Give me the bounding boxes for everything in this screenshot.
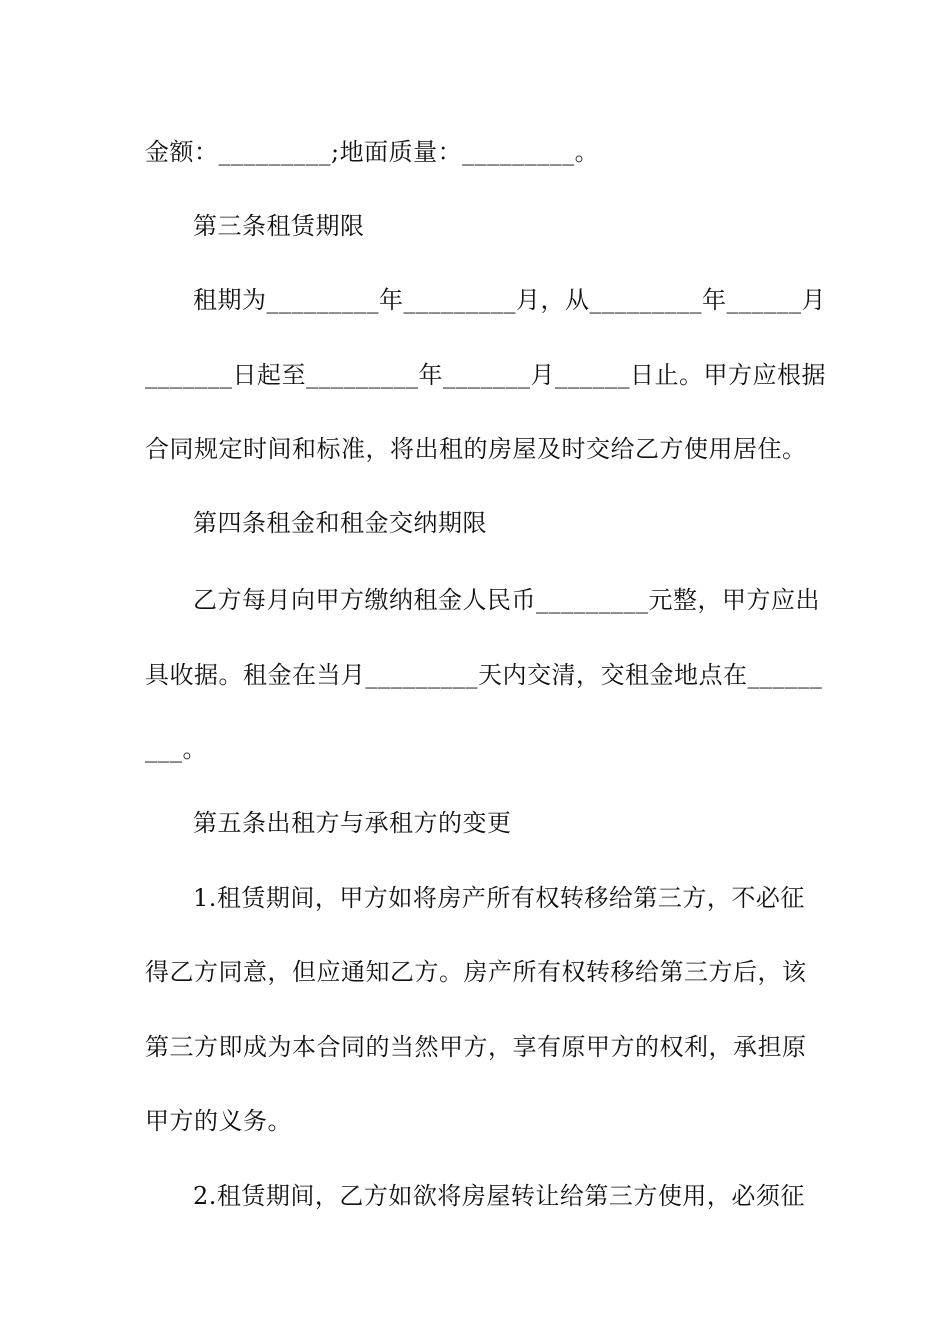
text-line: ___。: [145, 735, 207, 763]
text-line: 第三方即成为本合同的当然甲方，享有原甲方的权利，承担原: [145, 1033, 807, 1061]
text-line: 金额：_________;地面质量：_________。: [145, 138, 600, 166]
section-heading-4: 第四条租金和租金交纳期限: [193, 509, 487, 537]
text-line: 乙方每月向甲方缴纳租金人民币_________元整，甲方应出: [193, 586, 820, 614]
text-line: 具收据。租金在当月_________天内交清，交租金地点在______: [145, 661, 823, 689]
text-line: 租期为_________年_________月，从_________年______月: [193, 286, 826, 314]
text-line: 2.租赁期间，乙方如欲将房屋转让给第三方使用，必须征: [193, 1182, 805, 1210]
text-line: 合同规定时间和标准，将出租的房屋及时交给乙方使用居住。: [145, 435, 807, 463]
text-line: _______日起至_________年_______月______日止。甲方应根据: [145, 361, 826, 389]
text-line: 得乙方同意，但应通知乙方。房产所有权转移给第三方后，该: [145, 958, 807, 986]
section-heading-5: 第五条出租方与承租方的变更: [193, 809, 512, 837]
text-line: 1.租赁期间，甲方如将房产所有权转移给第三方，不必征: [193, 884, 805, 912]
text-line: 甲方的义务。: [145, 1107, 292, 1135]
section-heading-3: 第三条租赁期限: [193, 212, 365, 240]
